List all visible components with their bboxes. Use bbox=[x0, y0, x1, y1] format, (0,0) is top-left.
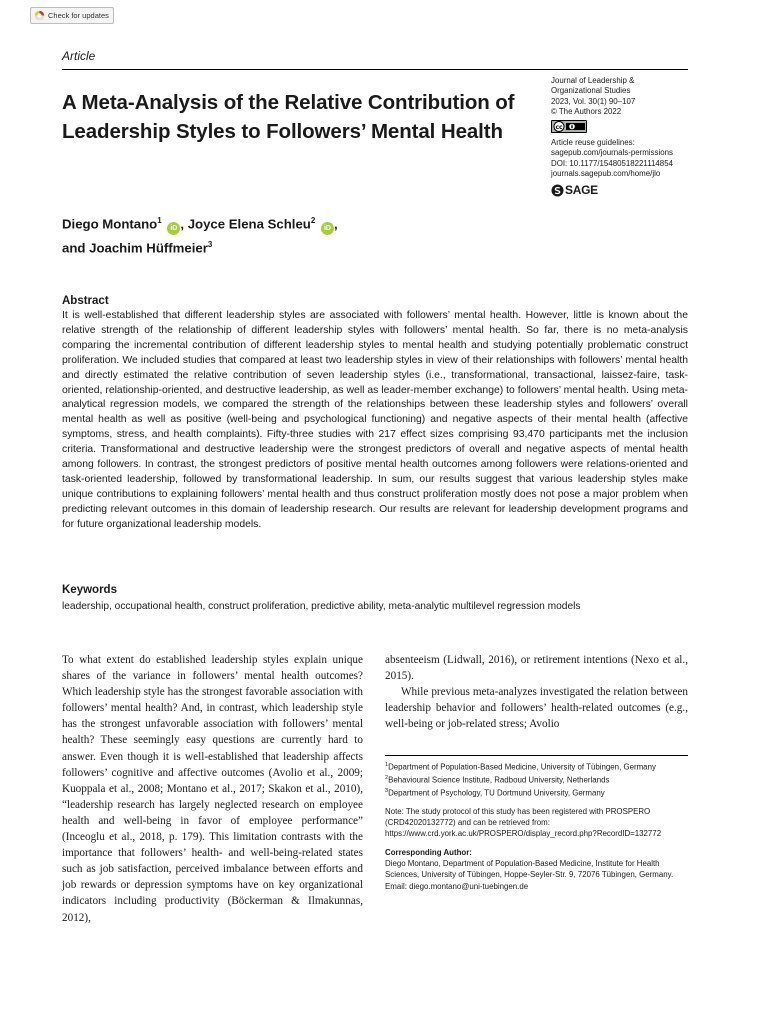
check-for-updates-label: Check for updates bbox=[48, 11, 109, 20]
affiliation-text: Behavioural Science Institute, Radboud University, Netherlands bbox=[388, 775, 610, 785]
author-conjunction: and bbox=[62, 240, 86, 256]
journal-metadata bbox=[551, 76, 701, 197]
abstract-heading: Abstract bbox=[62, 295, 109, 307]
affiliation-2 bbox=[385, 773, 688, 786]
affiliation-marker: 1 bbox=[385, 762, 389, 768]
body-column-left: To what extent do established leadership styles explain unique shares of the variance in followers’ mental health outcomes? Which leadership style has the strongest favorable association with followers’ mental health? And, in contrast, which leadership style has the strongest unfavorable association with followers’ mental health? These seemingly easy questions are currently hard to answer. Even though it is well-established that leadership affects followers’ cognitive and affective outcomes (Avolio et al., 2009; Kuoppala et al., 2008; Montano et al., 2017; Skakon et al., 2010), “leadership research has largely neglected research on employee health and well-being in favor of employee performance” (Inceoglu et al., 2018, p. 179). This limitation contrasts with the importance that followers’ health- and well-being-related states such as job satisfaction, perceived imbalance between efforts and job rewards or depression symptoms have on key organizational indicators including productivity (Böckerman & Ilmakunnas, 2012), bbox=[62, 654, 363, 924]
footnotes bbox=[385, 760, 688, 892]
footnote-rule bbox=[385, 755, 688, 756]
author-name: Joachim Hüffmeier bbox=[89, 240, 208, 256]
affiliation-text: Department of Psychology, TU Dortmund University, Germany bbox=[388, 788, 605, 798]
orcid-icon[interactable]: iD bbox=[321, 222, 334, 235]
affiliation-marker: 3 bbox=[207, 240, 213, 250]
body-column-right bbox=[385, 652, 688, 732]
header-rule bbox=[62, 69, 688, 70]
sage-logo-icon bbox=[551, 184, 564, 197]
orcid-icon[interactable]: iD bbox=[167, 222, 180, 235]
corresponding-author-text: Diego Montano, Department of Population-Based Medicine, Institute for Health Sciences, University of Tübingen, Hoppe-Seyler-Str. 9, 72076 Tübingen, Germany. bbox=[385, 858, 674, 880]
body-paragraph: absenteeism (Lidwall, 2016), or retirement intentions (Nexo et al., 2015). bbox=[385, 654, 688, 683]
journal-name: Journal of Leadership & bbox=[551, 76, 635, 85]
protocol-note: Note: The study protocol of this study has been registered with PROSPERO (CRD42020132772) and can be retrieved from: https://www.crd.york.ac.uk/PROSPERO/display_record.php?RecordID=132772 bbox=[385, 806, 662, 839]
affiliation-1 bbox=[385, 760, 688, 773]
publisher-name: SAGE bbox=[565, 182, 598, 197]
article-type-label: Article bbox=[62, 49, 96, 63]
journal-homepage-link[interactable]: journals.sagepub.com/home/jlo bbox=[551, 169, 661, 179]
svg-text:cc: cc bbox=[555, 123, 563, 131]
abstract-text: It is well-established that different leadership styles are associated with followers’ mental health. However, little is known about the relative strength of the relationship of different leadership styles with followers’ mental health. So far, there is no meta-analysis comparing the incremental contribution of different leadership styles to mental health and studying potentially problematic construct proliferation. We included studies that compared at least two leadership styles in view of their relationships with followers’ mental health and directly estimated the relative contribution of seven leadership styles (i.e., transformational, transactional, laissez-faire, task-oriented, relationship-oriented, and destructive leadership, as well as leader-member exchange) to followers’ mental health. Using meta-analytical regression models, we compared the strength of the relationships between these leadership styles and followers’ overall mental health as well as positive (well-being and psychological functioning) and negative aspects of their mental health (affective symptoms, stress, and health complaints). Fifty-three studies with 217 effect sizes comprising 93,470 participants met the inclusion criteria. Transformational and destructive leadership were the strongest predictors of overall and negative aspects of mental health among followers. In contrast, the strongest predictors of positive mental health outcomes among followers were relations-oriented and task-oriented leadership, followed by transformational leadership. In sum, our results suggest that various leadership styles make unique contributions to explaining followers’ mental health and thus construct proliferation mostly does not pose a major problem when predicting relevant outcomes in this domain of leadership research. Our results are relevant for leadership development programs and for future organizational leadership models. bbox=[62, 310, 688, 530]
body-paragraph: While previous meta-analyzes investigated the relation between leadership behavior and followers’ health-related outcomes (e.g., well-being or job-related stress; Avolio bbox=[385, 686, 688, 731]
corresponding-author-email[interactable]: Email: diego.montano@uni-tuebingen.de bbox=[385, 881, 529, 891]
author-list: Diego Montano$^1$ iD , Joyce Elena Schleu$^2$ iD , and Joachim Hüffmeier$^3$ bbox=[62, 216, 338, 256]
sage-logo bbox=[551, 184, 701, 197]
journal-issue: 2023, Vol. 30(1) 90–107 bbox=[551, 96, 636, 106]
affiliation-marker: 2 bbox=[385, 774, 389, 781]
reuse-guidelines-label: Article reuse guidelines: bbox=[551, 138, 635, 148]
affiliation-marker: 2 bbox=[310, 216, 316, 225]
keywords-heading: Keywords bbox=[62, 584, 117, 596]
affiliation-marker: 1 bbox=[157, 216, 162, 225]
journal-name-line2: Organizational Studies bbox=[551, 86, 631, 96]
check-for-updates-badge[interactable] bbox=[30, 7, 114, 24]
affiliation-text: Department of Population-Based Medicine, University of Tübingen, Germany bbox=[388, 762, 656, 772]
check-updates-icon bbox=[34, 10, 45, 21]
permissions-link[interactable]: sagepub.com/journals-permissions bbox=[551, 148, 673, 158]
affiliation-marker: 3 bbox=[385, 787, 389, 794]
corresponding-author-heading: Corresponding Author: bbox=[385, 847, 472, 857]
author-name: Joyce Elena Schleu bbox=[187, 216, 311, 232]
author-name: Diego Montano bbox=[62, 216, 158, 232]
keywords-text: leadership, occupational health, construct proliferation, predictive ability, meta-analytic multilevel regression models bbox=[62, 601, 581, 612]
cc-by-icon[interactable] bbox=[551, 120, 587, 133]
doi-link[interactable]: DOI: 10.1177/15480518221114854 bbox=[551, 158, 673, 168]
journal-copyright: © The Authors 2022 bbox=[551, 107, 622, 117]
article-title: A Meta-Analysis of the Relative Contribution of Leadership Styles to Followers’ Mental Health bbox=[62, 91, 515, 143]
affiliation-3 bbox=[385, 786, 688, 799]
